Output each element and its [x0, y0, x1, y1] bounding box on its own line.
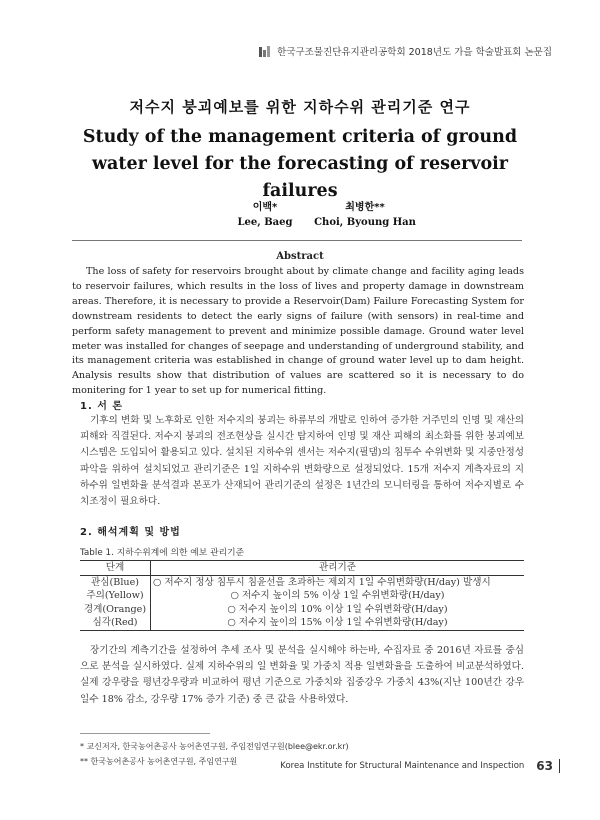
table-cell-stage: 경계(Orange): [80, 603, 151, 617]
running-header: [259, 44, 552, 58]
footnote-divider: [80, 733, 210, 734]
table-header-row: [80, 561, 524, 576]
journal-logo-icon: [259, 46, 271, 57]
table-cell-stage: 주의(Yellow): [80, 589, 151, 603]
page-number: 63: [536, 759, 560, 773]
table-cell-criteria: ○ 저수지 높이의 5% 이상 1일 수위변화량(H/day): [230, 590, 445, 601]
author-name-ko: 최병한**: [345, 202, 385, 213]
footer-institute: Korea Institute for Structural Maintenance and Inspection: [280, 761, 525, 771]
table-row: [80, 589, 524, 603]
section-heading: 2. 해석계획 및 방법: [80, 527, 181, 538]
abstract-heading: Abstract: [276, 251, 324, 262]
footnote: * 교신저자, 한국농어촌공사 농어촌연구원, 주임전임연구원(blee@ekr.or.kr): [80, 742, 349, 751]
section-body: 기후의 변화 및 노후화로 인한 저수지의 붕괴는 하류부의 개발로 인하여 증가한 거주민의 인명 및 재산의 피해와 직결된다. 저수지 붕괴의 전조현상을 실시간 탐지하여 인명 및 재산 피해의 최소화를 위한 붕괴예보 시스템은 도입되어 활용되고 있다. 설치된 지하수위 센서는 저수지(필댐)의 침투수 수위변화 및 지중안정성 파악을 위하여 설치되었고 관리기준은 1일 지하수위 변화량으로 설정되었다. 15개 저수지 계측자료의 지하수위 일변화율 분석결과 본포가 산재되어 관리기준의 설정은 1년간의 모니터링을 통하여 저수지별로 수치조정이 필요하다.: [80, 415, 524, 508]
author-name-ko: 이백*: [252, 202, 278, 213]
table-cell-criteria: ○ 저수지 높이의 10% 이상 1일 수위변화량(H/day): [227, 603, 448, 615]
table-row: [80, 575, 524, 589]
author-name-en: Choi, Byoung Han: [314, 217, 416, 228]
table-cell-stage: 심각(Red): [80, 616, 151, 630]
journal-name: 한국구조물진단유지관리공학회 2018년도 가을 학술발표회 논문집: [277, 47, 552, 58]
table-cell-criteria: ○ 저수지 높이의 15% 이상 1일 수위변화량(H/day): [151, 616, 525, 630]
table-caption: Table 1. 지하수위계에 의한 예보 관리기준: [80, 548, 245, 558]
table-cell-stage: 관심(Blue): [80, 575, 151, 589]
author-1: [220, 198, 310, 228]
author-name-en: Lee, Baeg: [237, 217, 293, 228]
page-footer: [280, 759, 560, 773]
title-english: Study of the management criteria of ground water level for the forecasting of reservoir failures: [82, 127, 518, 201]
table-row: [80, 616, 524, 630]
divider: [72, 240, 522, 241]
footnote: ** 한국농어촌공사 농어촌연구원, 주임연구원: [80, 757, 238, 766]
table-header-cell: 관리기준: [151, 561, 525, 576]
title-korean: 저수지 붕괴예보를 위한 지하수위 관리기준 연구: [129, 98, 471, 116]
abstract-text: The loss of safety for reservoirs brought about by climate change and facility aging leads to reservoir failures, which results in the loss of lives and property damage in downstream areas. Therefore, it is necessary to provide a Reservoir(Dam) Failure Forecasting System for downstream residents to detect the early signs of failure (with sensors) in real-time and perform safety management to prevent and minimize possible damage. Ground water level meter was installed for changes of seepage and understanding of underground stability, and its management criteria was established in change of ground water level up to dam height. Analysis results show that distribution of values are scattered so it is necessary to do monitering for 1 year to set up for numerical fitting.: [72, 266, 524, 397]
table-header-cell: 단계: [80, 561, 151, 576]
criteria-table: [80, 560, 524, 631]
section-heading: 1. 서 론: [80, 401, 124, 412]
table-cell-criteria: ○ 저수지 정상 침투시 침윤선을 초과하는 제외지 1일 수위변화량(H/day) 발생시: [153, 576, 491, 588]
section-body: 장기간의 계측기간을 설정하여 추세 조사 및 분석을 실시해야 하는바, 수집자료 중 2016년 자료를 중심으로 분석을 실시하였다. 실제 지하수위의 일 변화율 및 가중치 적용 일변화율을 도출하여 비교분석하였다. 실제 강우량을 평년강우량과 비교하여 평년 기준으로 가중치와 집중강우 가중치 43%(지난 100년간 강우일수 18% 감소, 강우량 17% 증가 기준) 중 큰 값을 사용하였다.: [80, 645, 524, 705]
author-2: [300, 198, 430, 228]
table-row: [80, 603, 524, 617]
